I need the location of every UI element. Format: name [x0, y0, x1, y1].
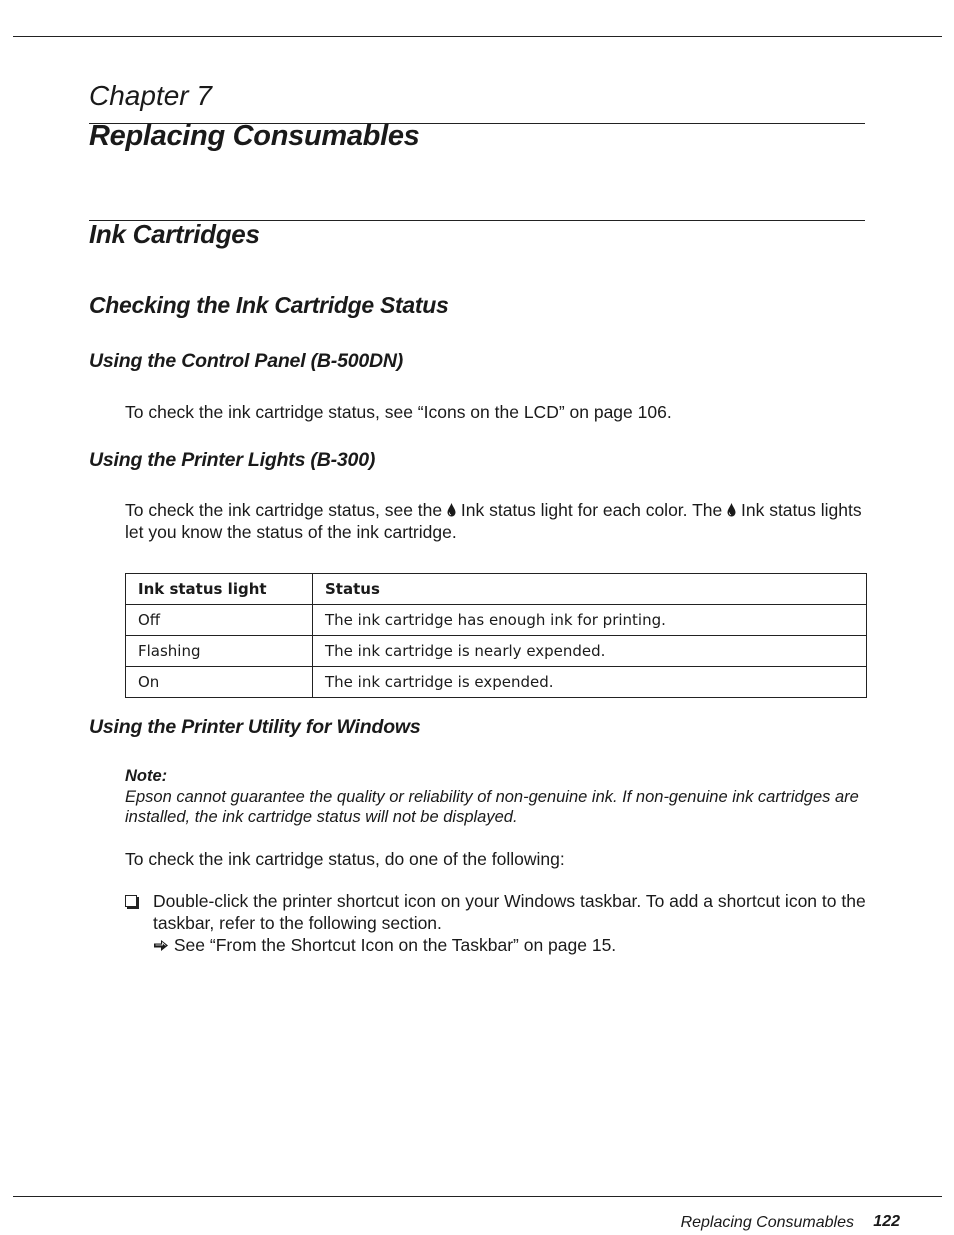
note-text: Epson cannot guarantee the quality or reliability of non-genuine ink. If non-genuine ink cartridges are installed, the ink cartridge status will not be displayed.	[125, 788, 859, 826]
table-header-cell: Ink status light	[126, 574, 313, 605]
arrow-right-icon	[153, 939, 169, 952]
footer-title: Replacing Consumables	[680, 1214, 854, 1231]
ink-drop-icon	[727, 503, 736, 517]
table-row	[126, 667, 867, 698]
printer-lights-text-part3: Ink status lights let you know the status of the ink cartridge.	[125, 500, 862, 542]
ink-drop-icon	[447, 503, 456, 517]
table-cell: The ink cartridge has enough ink for printing.	[313, 605, 867, 636]
table-header-cell: Status	[313, 574, 867, 605]
printer-lights-text	[125, 499, 870, 543]
printer-lights-text-part2: Ink status light for each color. The	[460, 500, 723, 520]
table-cell: Off	[126, 605, 313, 636]
utility-intro-text: To check the ink cartridge status, do one of the following:	[125, 849, 565, 869]
checkbox-bullet-icon	[125, 895, 137, 907]
control-panel-heading: Using the Control Panel (B-500DN)	[89, 350, 404, 372]
ink-status-table	[125, 573, 867, 698]
table-cell: Flashing	[126, 636, 313, 667]
table-row	[126, 605, 867, 636]
list-item-text: Double-click the printer shortcut icon on your Windows taskbar. To add a shortcut icon to the taskbar, refer to the following section.	[153, 891, 866, 933]
section-title: Ink Cartridges	[89, 219, 260, 249]
table-cell: The ink cartridge is nearly expended.	[313, 636, 867, 667]
page-number: 122	[873, 1213, 900, 1230]
list-item	[153, 890, 868, 956]
subsection-title: Checking the Ink Cartridge Status	[89, 292, 449, 318]
bottom-rule	[13, 1196, 942, 1197]
table-header-row	[126, 574, 867, 605]
printer-lights-heading: Using the Printer Lights (B-300)	[89, 449, 376, 471]
printer-lights-text-part1: To check the ink cartridge status, see the	[125, 500, 443, 520]
table-cell: The ink cartridge is expended.	[313, 667, 867, 698]
table-row	[126, 636, 867, 667]
table-cell: On	[126, 667, 313, 698]
see-also-link[interactable]: See “From the Shortcut Icon on the Taskbar” on page 15.	[173, 935, 617, 955]
chapter-title: Replacing Consumables	[89, 120, 420, 152]
utility-windows-heading: Using the Printer Utility for Windows	[89, 716, 421, 738]
note-label: Note:	[125, 767, 168, 785]
chapter-label: Chapter 7	[89, 80, 212, 111]
control-panel-text: To check the ink cartridge status, see “Icons on the LCD” on page 106.	[125, 402, 672, 422]
top-rule	[13, 36, 942, 37]
